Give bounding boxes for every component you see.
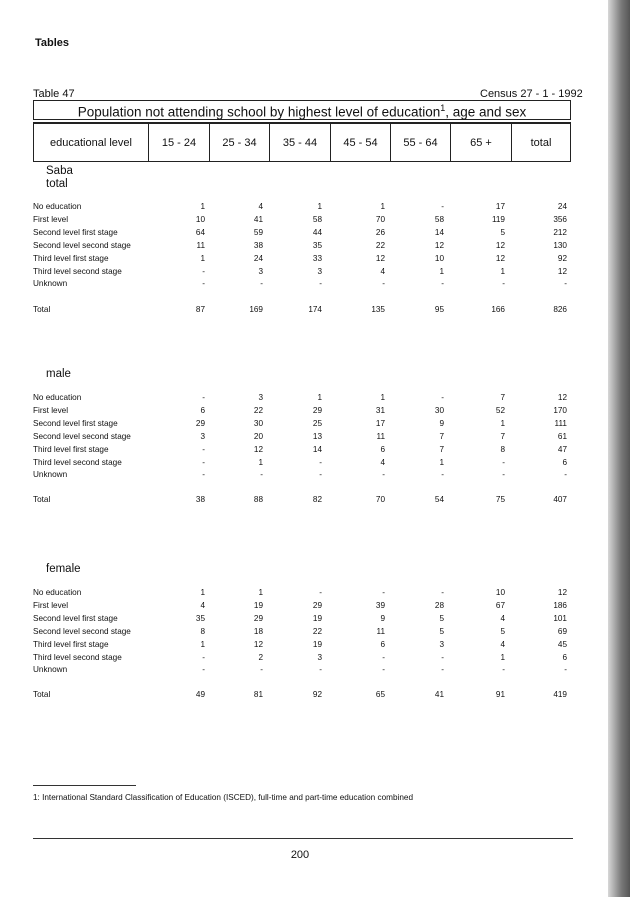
footnote-rule bbox=[33, 785, 136, 786]
column-header: 35 - 44 bbox=[270, 124, 331, 162]
cell-value: - bbox=[260, 279, 263, 289]
cell-value: 5 bbox=[439, 626, 444, 636]
total-row bbox=[33, 305, 573, 318]
cell-value: - bbox=[382, 665, 385, 675]
table-row bbox=[33, 254, 573, 267]
cell-value: - bbox=[202, 652, 205, 662]
cell-value: 4 bbox=[200, 600, 205, 610]
cell-value: 59 bbox=[253, 227, 263, 237]
cell-value: 45 bbox=[557, 639, 567, 649]
row-label: Second level second stage bbox=[33, 431, 131, 441]
cell-value: 5 bbox=[500, 626, 505, 636]
table-row bbox=[33, 665, 573, 678]
cell-value: 6 bbox=[562, 652, 567, 662]
table-number: Table 47 bbox=[33, 88, 75, 100]
cell-value: 130 bbox=[553, 240, 567, 250]
cell-value: - bbox=[260, 470, 263, 480]
cell-value: 82 bbox=[312, 495, 322, 504]
table-row bbox=[33, 601, 573, 614]
cell-value: 18 bbox=[253, 626, 263, 636]
cell-value: 65 bbox=[375, 690, 385, 699]
table-row bbox=[33, 627, 573, 640]
cell-value: 2 bbox=[258, 652, 263, 662]
column-header: total bbox=[530, 137, 552, 149]
cell-value: - bbox=[260, 665, 263, 675]
cell-value: 17 bbox=[495, 202, 505, 211]
cell-value: 22 bbox=[253, 405, 263, 415]
census-date: Census 27 - 1 - 1992 bbox=[480, 88, 583, 100]
cell-value: 407 bbox=[553, 495, 567, 504]
cell-value: 5 bbox=[439, 613, 444, 623]
column-header-row bbox=[33, 122, 571, 162]
cell-value: 28 bbox=[434, 600, 444, 610]
cell-value: 3 bbox=[317, 266, 322, 276]
cell-value: 3 bbox=[439, 639, 444, 649]
cell-value: - bbox=[319, 279, 322, 289]
row-label: Second level first stage bbox=[33, 418, 118, 428]
cell-value: - bbox=[202, 457, 205, 467]
cell-value: 38 bbox=[253, 240, 263, 250]
cell-value: 1 bbox=[380, 393, 385, 402]
cell-value: 30 bbox=[253, 418, 263, 428]
cell-value: - bbox=[441, 279, 444, 289]
table-row bbox=[33, 406, 573, 419]
section-title: male bbox=[46, 368, 71, 380]
section-title: female bbox=[46, 563, 81, 575]
cell-value: 3 bbox=[317, 652, 322, 662]
row-label: No education bbox=[33, 202, 82, 211]
section-title: total bbox=[46, 178, 68, 190]
cell-value: 1 bbox=[200, 253, 205, 263]
cell-value: - bbox=[319, 588, 322, 597]
page-number: 200 bbox=[290, 849, 310, 861]
cell-value: 58 bbox=[434, 214, 444, 224]
cell-value: 41 bbox=[253, 214, 263, 224]
cell-value: 29 bbox=[312, 600, 322, 610]
cell-value: - bbox=[319, 665, 322, 675]
column-header: educational level bbox=[34, 124, 149, 162]
row-label: No education bbox=[33, 588, 82, 597]
cell-value: 12 bbox=[557, 588, 567, 597]
cell-value: 67 bbox=[495, 600, 505, 610]
cell-value: - bbox=[441, 470, 444, 480]
cell-value: 14 bbox=[434, 227, 444, 237]
cell-value: - bbox=[382, 652, 385, 662]
row-label: Third level second stage bbox=[33, 652, 122, 662]
cell-value: 22 bbox=[375, 240, 385, 250]
table-title-box bbox=[33, 100, 571, 120]
table-row bbox=[33, 393, 573, 406]
cell-value: - bbox=[382, 279, 385, 289]
row-label: No education bbox=[33, 393, 82, 402]
cell-value: 31 bbox=[375, 405, 385, 415]
cell-value: 10 bbox=[434, 253, 444, 263]
cell-value: - bbox=[382, 588, 385, 597]
cell-value: 186 bbox=[553, 600, 567, 610]
row-label: Third level first stage bbox=[33, 444, 109, 454]
cell-value: 1 bbox=[200, 639, 205, 649]
cell-value: - bbox=[502, 279, 505, 289]
column-header: 25 - 34 bbox=[210, 124, 270, 162]
total-row bbox=[33, 690, 573, 703]
table-row bbox=[33, 279, 573, 292]
cell-value: 44 bbox=[312, 227, 322, 237]
cell-value: 1 bbox=[500, 418, 505, 428]
cell-value: 1 bbox=[500, 266, 505, 276]
cell-value: 1 bbox=[258, 457, 263, 467]
table-row bbox=[33, 241, 573, 254]
cell-value: 11 bbox=[376, 626, 385, 636]
row-label: First level bbox=[33, 600, 69, 610]
cell-value: 81 bbox=[253, 690, 263, 699]
row-label: Total bbox=[33, 690, 51, 699]
cell-value: 92 bbox=[312, 690, 322, 699]
table-row bbox=[33, 653, 573, 666]
cell-value: 95 bbox=[434, 305, 444, 314]
cell-value: 101 bbox=[553, 613, 567, 623]
cell-value: 11 bbox=[196, 240, 205, 250]
total-row bbox=[33, 495, 573, 508]
cell-value: 11 bbox=[376, 431, 385, 441]
cell-value: 12 bbox=[557, 266, 567, 276]
cell-value: - bbox=[319, 457, 322, 467]
cell-value: 12 bbox=[375, 253, 385, 263]
cell-value: 6 bbox=[380, 444, 385, 454]
column-header: 45 - 54 bbox=[331, 124, 391, 162]
cell-value: 166 bbox=[491, 305, 505, 314]
cell-value: 4 bbox=[258, 202, 263, 211]
cell-value: - bbox=[202, 393, 205, 402]
cell-value: 19 bbox=[312, 613, 322, 623]
cell-value: 69 bbox=[557, 626, 567, 636]
table-row bbox=[33, 215, 573, 228]
row-label: Third level first stage bbox=[33, 253, 109, 263]
cell-value: - bbox=[382, 470, 385, 480]
cell-value: 24 bbox=[253, 253, 263, 263]
cell-value: - bbox=[202, 444, 205, 454]
cell-value: - bbox=[202, 279, 205, 289]
cell-value: 1 bbox=[200, 202, 205, 211]
row-label: Second level first stage bbox=[33, 227, 118, 237]
cell-value: 1 bbox=[200, 588, 205, 597]
table-row bbox=[33, 458, 573, 471]
cell-value: 87 bbox=[195, 305, 205, 314]
cell-value: 19 bbox=[312, 639, 322, 649]
row-label: Second level second stage bbox=[33, 626, 131, 636]
cell-value: 212 bbox=[553, 227, 567, 237]
table-row bbox=[33, 202, 573, 215]
cell-value: 7 bbox=[439, 444, 444, 454]
cell-value: 1 bbox=[439, 457, 444, 467]
cell-value: - bbox=[202, 665, 205, 675]
cell-value: 35 bbox=[312, 240, 322, 250]
cell-value: 92 bbox=[557, 253, 567, 263]
cell-value: 1 bbox=[258, 588, 263, 597]
cell-value: 111 bbox=[554, 418, 567, 428]
cell-value: 70 bbox=[375, 495, 385, 504]
table-row bbox=[33, 228, 573, 241]
cell-value: - bbox=[502, 457, 505, 467]
cell-value: 12 bbox=[495, 240, 505, 250]
cell-value: 19 bbox=[253, 600, 263, 610]
table-title-text: Population not attending school by highest level of education bbox=[77, 104, 441, 120]
cell-value: 12 bbox=[495, 253, 505, 263]
page-edge-shadow bbox=[608, 0, 630, 897]
cell-value: 8 bbox=[200, 626, 205, 636]
table-title-footnote-mark: 1 bbox=[440, 103, 446, 113]
cell-value: 5 bbox=[500, 227, 505, 237]
footnote: 1: International Standard Classification of Education (ISCED), full-time and part-time education combined bbox=[33, 793, 414, 802]
column-header: 15 - 24 bbox=[149, 124, 210, 162]
cell-value: 39 bbox=[375, 600, 385, 610]
cell-value: 9 bbox=[439, 418, 444, 428]
cell-value: 8 bbox=[500, 444, 505, 454]
row-label: Second level first stage bbox=[33, 613, 118, 623]
cell-value: 17 bbox=[375, 418, 385, 428]
cell-value: 70 bbox=[375, 214, 385, 224]
cell-value: - bbox=[502, 470, 505, 480]
cell-value: 22 bbox=[312, 626, 322, 636]
table-row bbox=[33, 432, 573, 445]
cell-value: 7 bbox=[500, 431, 505, 441]
cell-value: 49 bbox=[195, 690, 205, 699]
cell-value: 6 bbox=[200, 405, 205, 415]
cell-value: 64 bbox=[195, 227, 205, 237]
cell-value: 169 bbox=[249, 305, 263, 314]
cell-value: 4 bbox=[380, 266, 385, 276]
cell-value: 419 bbox=[553, 690, 567, 699]
table-row bbox=[33, 640, 573, 653]
cell-value: 24 bbox=[557, 202, 567, 211]
cell-value: - bbox=[441, 393, 444, 402]
cell-value: 54 bbox=[434, 495, 444, 504]
row-label: First level bbox=[33, 405, 69, 415]
cell-value: 35 bbox=[195, 613, 205, 623]
cell-value: 47 bbox=[557, 444, 567, 454]
cell-value: 12 bbox=[434, 240, 444, 250]
cell-value: 6 bbox=[562, 457, 567, 467]
cell-value: 91 bbox=[495, 690, 505, 699]
cell-value: 26 bbox=[375, 227, 385, 237]
row-label: Third level second stage bbox=[33, 266, 122, 276]
cell-value: - bbox=[202, 470, 205, 480]
cell-value: 29 bbox=[312, 405, 322, 415]
cell-value: 7 bbox=[439, 431, 444, 441]
cell-value: - bbox=[319, 470, 322, 480]
cell-value: 170 bbox=[553, 405, 567, 415]
cell-value: 4 bbox=[380, 457, 385, 467]
cell-value: - bbox=[564, 279, 567, 289]
table-title-suffix: , age and sex bbox=[445, 104, 527, 120]
row-label: Third level first stage bbox=[33, 639, 109, 649]
cell-value: 9 bbox=[380, 613, 385, 623]
row-label: Unknown bbox=[33, 665, 68, 675]
cell-value: - bbox=[441, 588, 444, 597]
row-label: Unknown bbox=[33, 279, 68, 289]
cell-value: 33 bbox=[312, 253, 322, 263]
cell-value: 826 bbox=[553, 305, 567, 314]
row-label: Second level second stage bbox=[33, 240, 131, 250]
cell-value: 4 bbox=[500, 613, 505, 623]
running-header: Tables bbox=[35, 37, 70, 49]
cell-value: 30 bbox=[434, 405, 444, 415]
cell-value: 7 bbox=[500, 393, 505, 402]
cell-value: 29 bbox=[195, 418, 205, 428]
column-header: 55 - 64 bbox=[391, 124, 451, 162]
row-label: Total bbox=[33, 495, 51, 504]
cell-value: 61 bbox=[557, 431, 567, 441]
cell-value: 10 bbox=[195, 214, 205, 224]
cell-value: 4 bbox=[500, 639, 505, 649]
cell-value: 20 bbox=[253, 431, 263, 441]
table-row bbox=[33, 445, 573, 458]
cell-value: 3 bbox=[258, 393, 263, 402]
table-row bbox=[33, 470, 573, 483]
cell-value: 6 bbox=[380, 639, 385, 649]
cell-value: 13 bbox=[312, 431, 322, 441]
table-row bbox=[33, 267, 573, 280]
cell-value: 41 bbox=[434, 690, 444, 699]
row-label: Total bbox=[33, 305, 51, 314]
cell-value: 52 bbox=[495, 405, 505, 415]
table-row bbox=[33, 419, 573, 432]
cell-value: 1 bbox=[317, 202, 322, 211]
cell-value: - bbox=[564, 470, 567, 480]
row-label: First level bbox=[33, 214, 69, 224]
table-title bbox=[34, 103, 570, 120]
cell-value: - bbox=[441, 665, 444, 675]
cell-value: 58 bbox=[312, 214, 322, 224]
cell-value: 174 bbox=[308, 305, 322, 314]
cell-value: 25 bbox=[312, 418, 322, 428]
cell-value: 1 bbox=[439, 266, 444, 276]
area-name: Saba bbox=[46, 165, 73, 177]
cell-value: 10 bbox=[495, 588, 505, 597]
cell-value: - bbox=[441, 202, 444, 211]
cell-value: 14 bbox=[312, 444, 322, 454]
cell-value: 12 bbox=[253, 444, 263, 454]
cell-value: 3 bbox=[258, 266, 263, 276]
row-label: Third level second stage bbox=[33, 457, 122, 467]
table-row bbox=[33, 588, 573, 601]
table-row bbox=[33, 614, 573, 627]
cell-value: 1 bbox=[317, 393, 322, 402]
cell-value: 88 bbox=[253, 495, 263, 504]
cell-value: 38 bbox=[195, 495, 205, 504]
cell-value: 29 bbox=[253, 613, 263, 623]
cell-value: 1 bbox=[500, 652, 505, 662]
cell-value: 3 bbox=[200, 431, 205, 441]
cell-value: - bbox=[202, 266, 205, 276]
row-label: Unknown bbox=[33, 470, 68, 480]
cell-value: 135 bbox=[371, 305, 385, 314]
cell-value: 12 bbox=[557, 393, 567, 402]
cell-value: 356 bbox=[553, 214, 567, 224]
column-header: 65 + bbox=[451, 124, 512, 162]
cell-value: - bbox=[564, 665, 567, 675]
cell-value: - bbox=[502, 665, 505, 675]
cell-value: - bbox=[441, 652, 444, 662]
cell-value: 119 bbox=[491, 214, 505, 224]
cell-value: 75 bbox=[495, 495, 505, 504]
cell-value: 1 bbox=[380, 202, 385, 211]
footer-rule bbox=[33, 838, 573, 839]
cell-value: 12 bbox=[253, 639, 263, 649]
